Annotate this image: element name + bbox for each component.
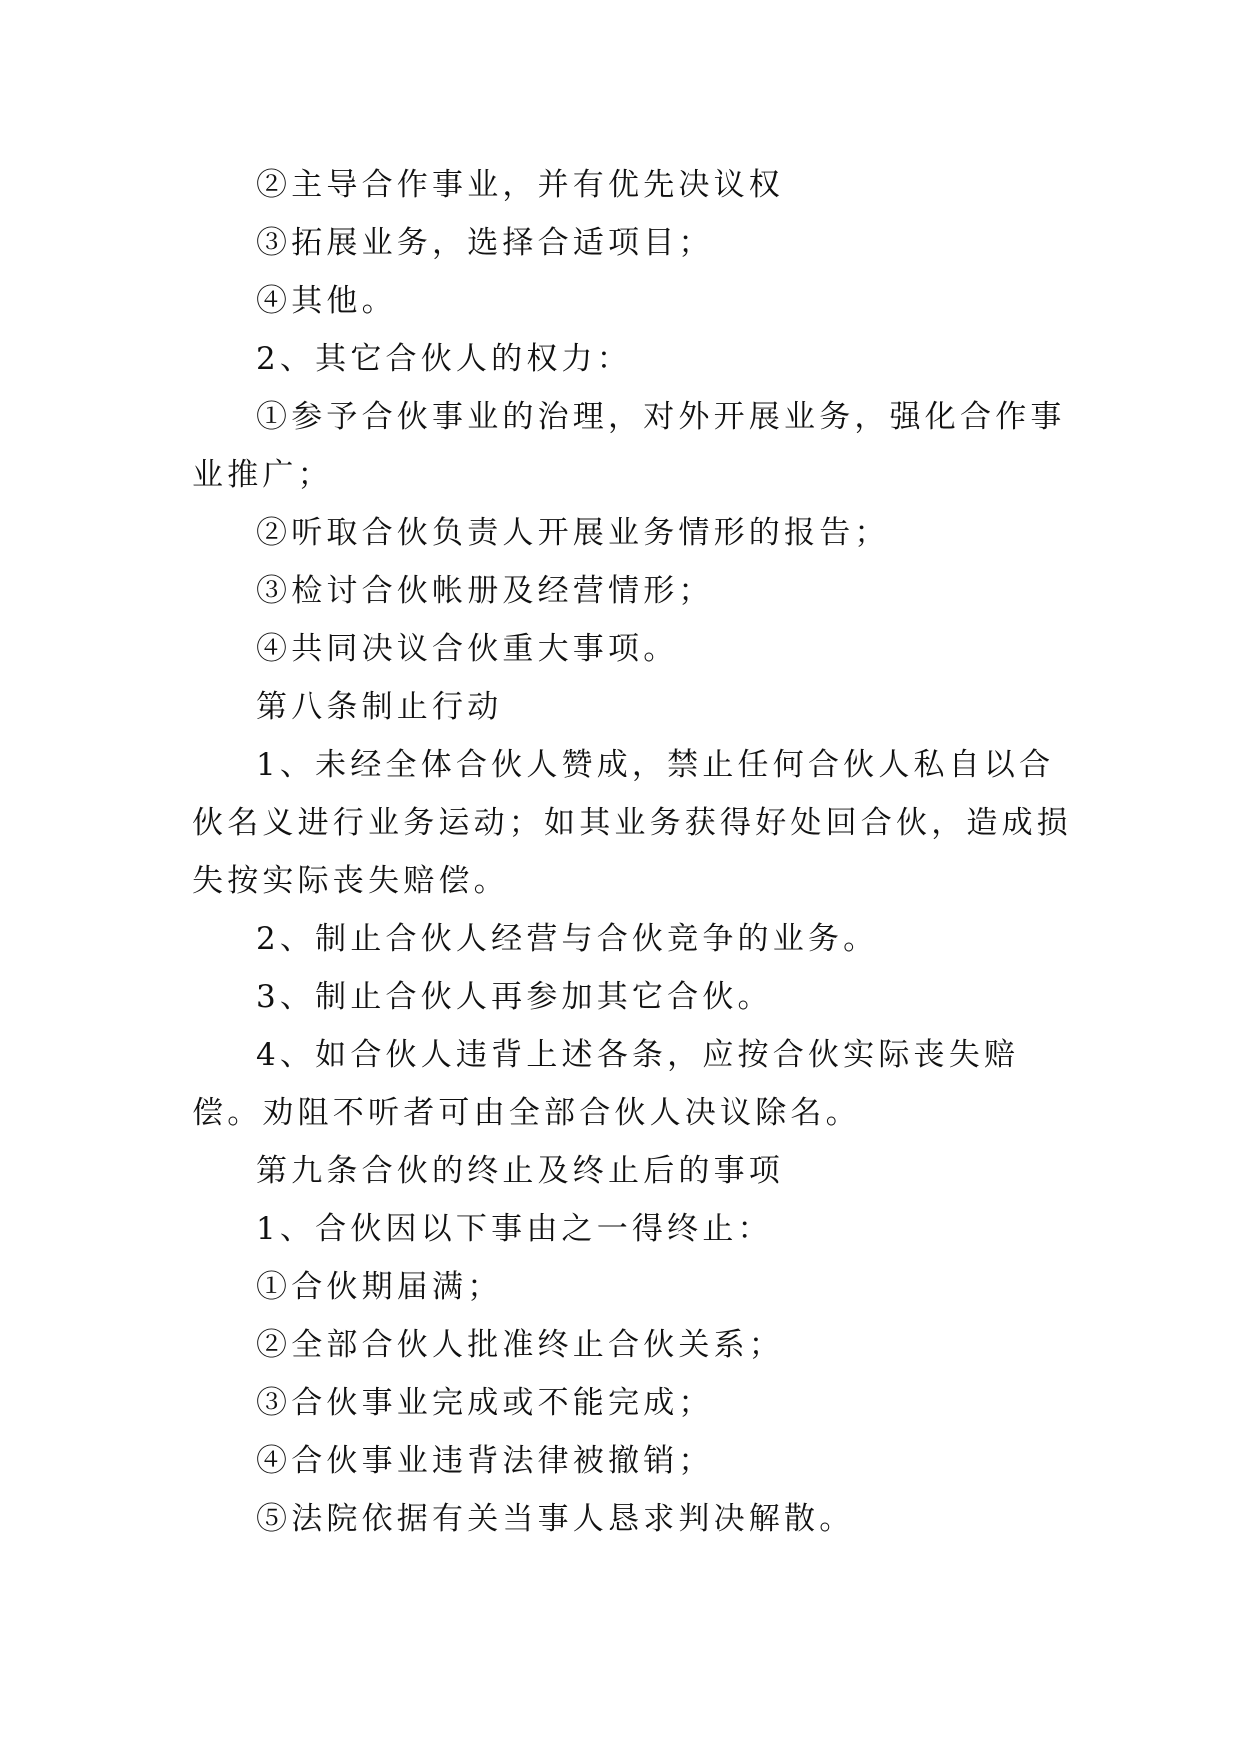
paragraph: 2、其它合伙人的权力：: [256, 341, 632, 377]
paragraph: ⑤法院依据有关当事人恳求判决解散。: [256, 1501, 855, 1537]
paragraph: ①合伙期届满；: [256, 1269, 503, 1305]
section-heading: 第八条制止行动: [256, 689, 503, 725]
paragraph: 1、未经全体合伙人赞成，禁止任何合伙人私自以合伙名义进行业务运动；如其业务获得好处回合伙，造成损失按实际丧失赔偿。: [192, 747, 1072, 899]
document-body: [192, 156, 1072, 1548]
paragraph: 2、制止合伙人经营与合伙竞争的业务。: [256, 921, 879, 957]
paragraph: 3、制止合伙人再参加其它合伙。: [256, 979, 773, 1015]
paragraph: ②主导合作事业，并有优先决议权: [256, 167, 784, 203]
paragraph: ②听取合伙负责人开展业务情形的报告；: [256, 515, 890, 551]
section-heading: 第九条合伙的终止及终止后的事项: [256, 1153, 784, 1189]
paragraph: ④合伙事业违背法律被撤销；: [256, 1443, 714, 1479]
paragraph: 4、如合伙人违背上述各条，应按合伙实际丧失赔偿。劝阻不听者可由全部合伙人决议除名。: [192, 1037, 1020, 1131]
paragraph: 1、合伙因以下事由之一得终止：: [256, 1211, 773, 1247]
paragraph: ①参予合伙事业的治理，对外开展业务，强化合作事业推广；: [192, 399, 1066, 493]
paragraph: ③拓展业务，选择合适项目；: [256, 225, 714, 261]
paragraph: ②全部合伙人批准终止合伙关系；: [256, 1327, 784, 1363]
paragraph: ④共同决议合伙重大事项。: [256, 631, 679, 667]
paragraph: ③检讨合伙帐册及经营情形；: [256, 573, 714, 609]
paragraph: ④其他。: [256, 283, 397, 319]
paragraph: ③合伙事业完成或不能完成；: [256, 1385, 714, 1421]
